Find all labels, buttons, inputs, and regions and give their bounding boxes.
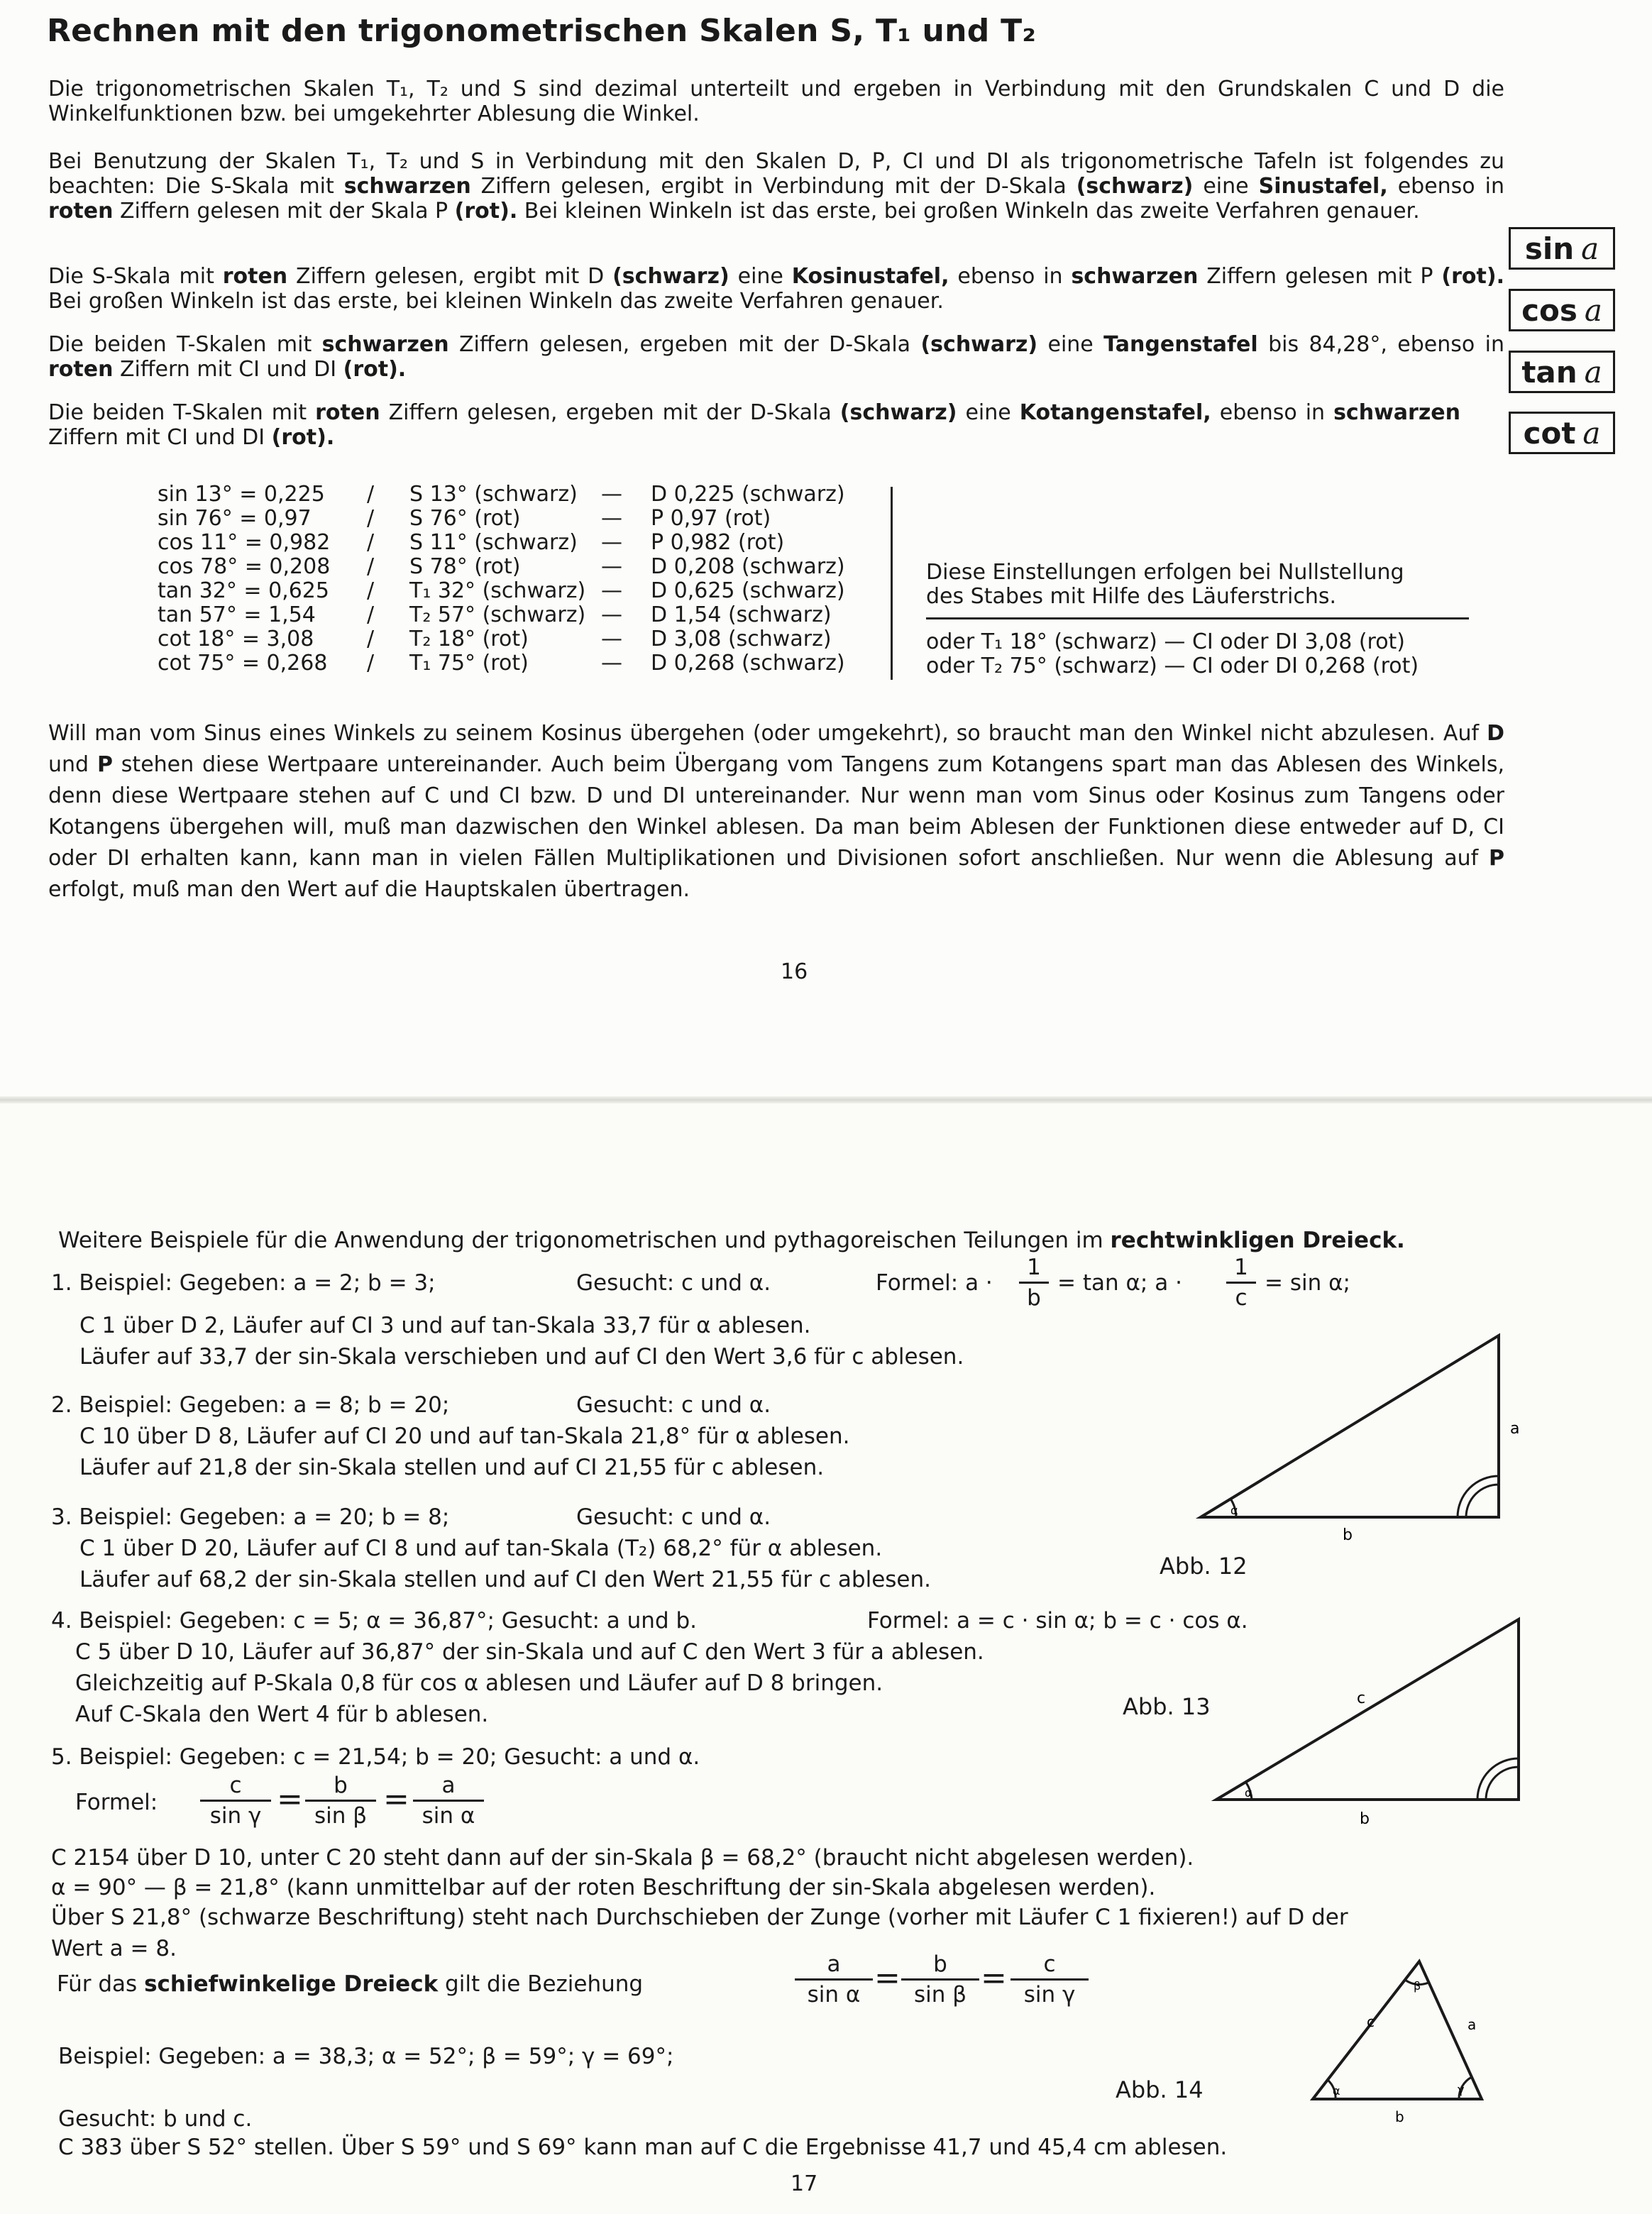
example-5-line-1: C 2154 über D 10, unter C 20 steht dann auf der sin-Skala β = 68,2° (braucht nicht abgelesen werden). [51, 1845, 1194, 1871]
triangle-14 [1313, 1961, 1482, 2099]
figure-abb-13 [1206, 1611, 1533, 1838]
note-line-3: oder T₁ 18° (schwarz) — CI oder DI 3,08 (rot) [926, 629, 1406, 654]
alpha-label: α [1230, 1504, 1238, 1517]
example-5-line-4: Wert a = 8. [51, 1936, 177, 1961]
fraction-1-over-c: $\frac{1}{c}$ [1226, 1253, 1256, 1312]
gamma-label-14: γ [1458, 2083, 1465, 2096]
page-fold [0, 1096, 1652, 1103]
note-line-4: oder T₂ 75° (schwarz) — CI oder DI 0,268 (rot) [926, 654, 1419, 678]
example-5-line-3: Über S 21,8° (schwarze Beschriftung) steht nach Durchschieben der Zunge (vorher mit Läufer C 1 fixieren!) auf D der [51, 1905, 1348, 1930]
paragraph-tangent: Die beiden T-Skalen mit schwarzen Ziffern gelesen, ergeben mit der D-Skala (schwarz) eine Tangenstafel bis 84,28°, ebenso in roten Ziffern mit CI und DI (rot). [48, 332, 1504, 382]
triangle-13 [1216, 1619, 1519, 1800]
table-row: cot 18° = 3,08 / T₂ 18° (rot) — D 3,08 (schwarz) [158, 627, 832, 651]
example-6-sought: Gesucht: b und c. [58, 2106, 253, 2132]
paragraph-usage: Bei Benutzung der Skalen T₁, T₂ und S in Verbindung mit den Skalen D, P, CI und DI als trigonometrische Tafeln ist folgendes zu beachten: Die S-Skala mit schwarzen Ziffern gelesen, ergibt in Verbindung mit der D-Skala (schwarz) eine Sinustafel, ebenso in roten Ziffern gelesen mit der Skala P (rot). Bei kleinen Winkeln ist das erste, bei großen Winkeln das zweite Verfahren genauer. [48, 149, 1504, 224]
example-2-sought: Gesucht: c und α. [576, 1392, 771, 1418]
triangle-12 [1201, 1335, 1499, 1517]
beta-label-14: β [1414, 1979, 1421, 1993]
example-5-head: 5. Beispiel: Gegeben: c = 21,54; b = 20; Gesucht: a und α. [51, 1744, 700, 1770]
example-6-head: Beispiel: Gegeben: a = 38,3; α = 52°; β = 59°; γ = 69°; [58, 2044, 674, 2069]
example-1-line-1: C 1 über D 2, Läufer auf CI 3 und auf tan-Skala 33,7 für α ablesen. [79, 1313, 811, 1338]
example-5-formula-label: Formel: [75, 1790, 158, 1815]
side-c-label: c [1357, 1690, 1366, 1707]
equals-sign: = [981, 1960, 1007, 1996]
side-b-label-13: b [1360, 1810, 1370, 1828]
table-row: cos 11° = 0,982 / S 11° (schwarz) — P 0,982 (rot) [158, 530, 785, 555]
caption-abb-14: Abb. 14 [1116, 2076, 1204, 2103]
equals-sign: = [874, 1960, 901, 1996]
table-row: tan 32° = 0,625 / T₁ 32° (schwarz) — D 0,625 (schwarz) [158, 578, 845, 603]
note-line-2: des Stabes mit Hilfe des Läuferstrichs. [926, 584, 1337, 609]
side-b-label-14: b [1395, 2108, 1404, 2125]
example-4-head: 4. Beispiel: Gegeben: c = 5; α = 36,87°; Gesucht: a und b. [51, 1608, 698, 1634]
example-4-formula: Formel: a = c · sin α; b = c · cos α. [867, 1608, 1248, 1634]
note-divider [926, 617, 1469, 619]
example-1-sought: Gesucht: c und α. [576, 1270, 771, 1296]
table-row: cot 75° = 0,268 / T₁ 75° (rot) — D 0,268 (schwarz) [158, 651, 845, 676]
page-title: Rechnen mit den trigonometrischen Skalen S, T₁ und T₂ [47, 13, 1037, 49]
page-number-17: 17 [791, 2171, 818, 2196]
function-box-cot: cot a [1509, 412, 1615, 454]
table-row: cos 78° = 0,208 / S 78° (rot) — D 0,208 (schwarz) [158, 554, 845, 579]
example-3-head: 3. Beispiel: Gegeben: a = 20; b = 8; [51, 1504, 450, 1530]
fraction-c-sin-gamma-2: $\frac{c}{\text{sin γ}}$ [1011, 1950, 1089, 2009]
function-box-tan: tan a [1509, 351, 1615, 393]
example-1-formula-sin: = sin α; [1265, 1270, 1350, 1296]
note-line-1: Diese Einstellungen erfolgen bei Nullstellung [926, 560, 1404, 585]
example-2-head: 2. Beispiel: Gegeben: a = 8; b = 20; [51, 1392, 450, 1418]
side-b-label: b [1343, 1526, 1353, 1544]
page-number-16: 16 [781, 959, 808, 984]
caption-abb-13: Abb. 13 [1123, 1693, 1211, 1720]
oblique-triangle-line: Für das schiefwinkelige Dreieck gilt die Beziehung [57, 1971, 644, 1997]
fraction-a-sin-alpha: $\frac{a}{\text{sin α}}$ [413, 1771, 484, 1830]
paragraph-transition: Will man vom Sinus eines Winkels zu seinem Kosinus übergehen (oder umgekehrt), so braucht man den Winkel nicht abzulesen. Auf D und P stehen diese Wertpaare untereinander. Auch beim Übergang vom Tangens zum Kotangens spart man das Ablesen des Winkels, denn diese Wertpaare stehen auf C und CI bzw. D und DI untereinander. Nur wenn man vom Sinus oder Kosinus zum Tangens oder Kotangens übergehen will, muß man dazwischen den Winkel ablesen. Da man beim Ablesen der Funktionen diese entweder auf D, CI oder DI erhalten kann, kann man in vielen Fällen Multiplikationen und Divisionen sofort anschließen. Nur wenn die Ablesung auf P erfolgt, muß man den Wert auf die Hauptskalen übertragen. [48, 721, 1504, 902]
example-5-line-2: α = 90° — β = 21,8° (kann unmittelbar auf der roten Beschriftung der sin-Skala abgelesen werden). [51, 1875, 1156, 1900]
fraction-c-sin-gamma: $\frac{c}{\text{sin γ}}$ [200, 1771, 271, 1830]
fraction-a-sin-alpha-2: $\frac{a}{\text{sin α}}$ [795, 1950, 873, 2009]
example-4-line-2: Gleichzeitig auf P-Skala 0,8 für cos α ablesen und Läufer auf D 8 bringen. [75, 1670, 883, 1696]
example-3-line-2: Läufer auf 68,2 der sin-Skala stellen und auf CI den Wert 21,55 für c ablesen. [79, 1567, 931, 1592]
examples-table [158, 483, 845, 676]
example-4-line-3: Auf C-Skala den Wert 4 für b ablesen. [75, 1702, 489, 1727]
fraction-b-sin-beta: $\frac{b}{\text{sin β}}$ [305, 1771, 376, 1830]
caption-abb-12: Abb. 12 [1160, 1553, 1248, 1580]
example-2-line-1: C 10 über D 8, Läufer auf CI 20 und auf tan-Skala 21,8° für α ablesen. [79, 1423, 850, 1449]
right-angle-arc-inner [1466, 1485, 1499, 1517]
table-row: sin 13° = 0,225 / S 13° (schwarz) — D 0,225 (schwarz) [158, 482, 845, 507]
fraction-b-sin-beta-2: $\frac{b}{\text{sin β}}$ [901, 1950, 979, 2009]
paragraph-cotangent: Die beiden T-Skalen mit roten Ziffern gelesen, ergeben mit der D-Skala (schwarz) eine Kotangenstafel, ebenso in schwarzen Ziffern mit CI und DI (rot). [48, 400, 1460, 450]
example-1-head: 1. Beispiel: Gegeben: a = 2; b = 3; [51, 1270, 436, 1296]
paragraph-intro: Die trigonometrischen Skalen T₁, T₂ und S sind dezimal unterteilt und ergeben in Verbindung mit den Grundskalen C und D die Winkelfunktionen bzw. bei umgekehrter Ablesung die Winkel. [48, 77, 1504, 126]
fraction-1-over-b: $\frac{1}{b}$ [1019, 1253, 1049, 1312]
alpha-label-13: α [1245, 1786, 1252, 1800]
right-angle-arc-outer-13 [1477, 1758, 1519, 1800]
example-2-line-2: Läufer auf 21,8 der sin-Skala stellen und auf CI 21,55 für c ablesen. [79, 1455, 825, 1480]
paragraph-cosine: Die S-Skala mit roten Ziffern gelesen, ergibt mit D (schwarz) eine Kosinustafel, ebenso in schwarzen Ziffern gelesen mit P (rot). Bei großen Winkeln ist das erste, bei kleinen Winkeln das zweite Verfahren genauer. [48, 264, 1504, 314]
table-divider [891, 487, 893, 680]
intro-line: Weitere Beispiele für die Anwendung der trigonometrischen und pythagoreischen Teilungen im rechtwinkligen Dreieck. [58, 1228, 1405, 1253]
table-row: tan 57° = 1,54 / T₂ 57° (schwarz) — D 1,54 (schwarz) [158, 602, 832, 627]
side-c-label-14: c [1367, 2013, 1375, 2030]
right-angle-arc-outer [1458, 1476, 1499, 1517]
example-3-sought: Gesucht: c und α. [576, 1504, 771, 1530]
figure-abb-14 [1306, 1944, 1519, 2129]
example-4-line-1: C 5 über D 10, Läufer auf 36,87° der sin-Skala und auf C den Wert 3 für a ablesen. [75, 1639, 984, 1665]
function-box-cos: cos a [1509, 289, 1615, 331]
alpha-label-14: α [1333, 2084, 1340, 2098]
table-row: sin 76° = 0,97 / S 76° (rot) — P 0,97 (rot) [158, 506, 771, 531]
side-a-label-14: a [1467, 2016, 1477, 2033]
example-1-formula-label: Formel: a · [876, 1270, 993, 1296]
equals-sign: = [383, 1781, 409, 1817]
right-angle-arc-inner-13 [1486, 1767, 1519, 1800]
equals-sign: = [277, 1781, 303, 1817]
example-1-formula-tan: = tan α; a · [1057, 1270, 1182, 1296]
example-6-line-1: C 383 über S 52° stellen. Über S 59° und S 69° kann man auf C die Ergebnisse 41,7 und 45,4 cm ablesen. [58, 2135, 1228, 2160]
side-a-label: a [1510, 1420, 1520, 1438]
function-box-sin: sin a [1509, 227, 1615, 270]
example-3-line-1: C 1 über D 20, Läufer auf CI 8 und auf tan-Skala (T₂) 68,2° für α ablesen. [79, 1536, 883, 1561]
example-1-line-2: Läufer auf 33,7 der sin-Skala verschieben und auf CI den Wert 3,6 für c ablesen. [79, 1344, 964, 1370]
figure-abb-12 [1192, 1327, 1519, 1554]
